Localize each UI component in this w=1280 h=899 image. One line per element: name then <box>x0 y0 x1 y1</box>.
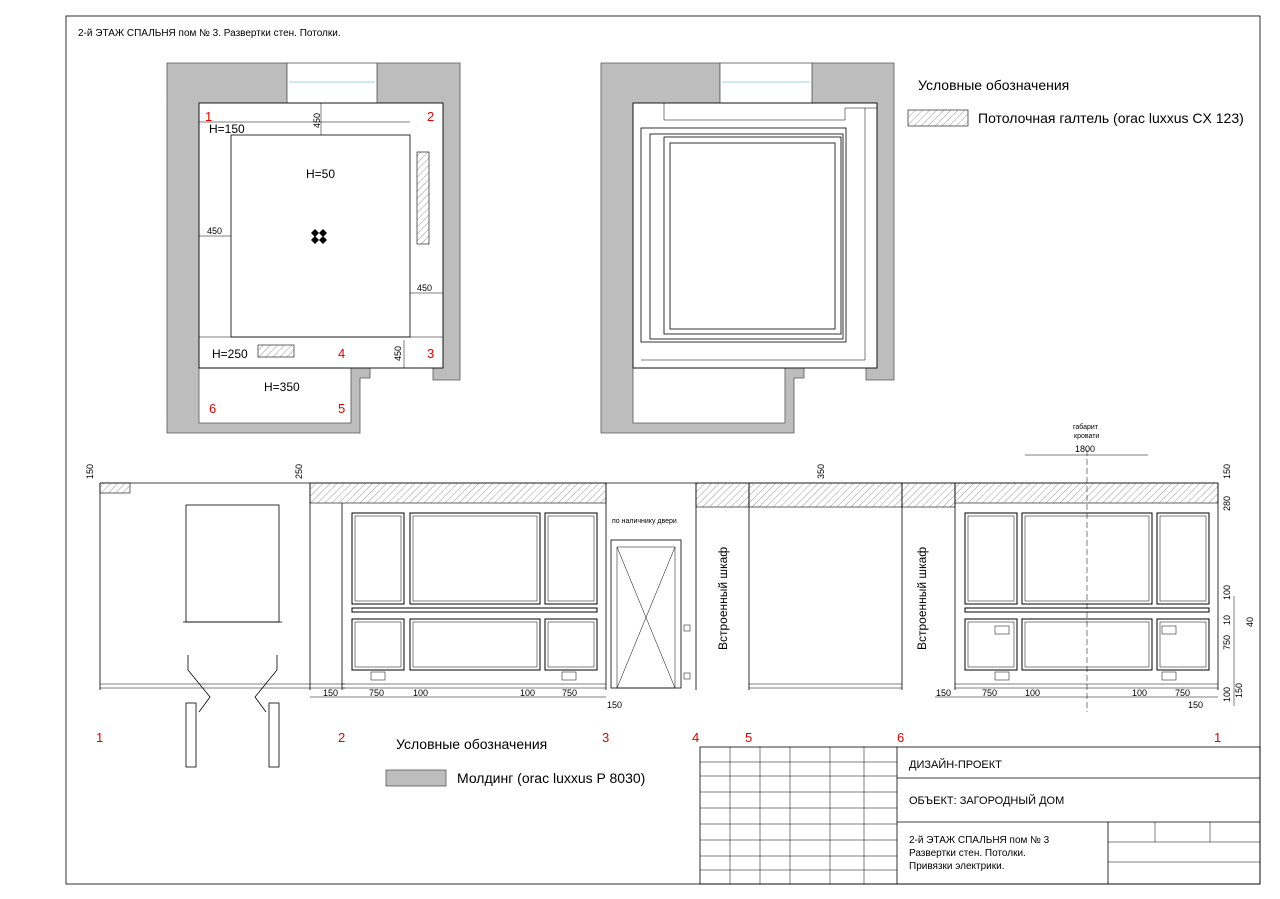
dim-bl-4: 100 <box>520 688 536 698</box>
wall-2-moldings <box>352 513 597 680</box>
dim-bl-3: 100 <box>413 688 429 698</box>
wall-number-6: 6 <box>897 730 905 745</box>
legend-bottom-title: Условные обозначения <box>396 736 548 752</box>
cabinet-label-2: Встроенный шкаф <box>915 546 929 650</box>
height-label-350: H=350 <box>264 380 300 394</box>
wall-number-5: 5 <box>745 730 753 745</box>
dim-top-5: 280 <box>1222 495 1232 511</box>
height-label-50: H=50 <box>306 167 336 181</box>
cabinet-label-1: Встроенный шкаф <box>716 546 730 650</box>
dim-bl-1: 150 <box>323 688 339 698</box>
dim-side-1: 100 <box>1222 584 1232 600</box>
dim-bl-2: 750 <box>369 688 385 698</box>
dim-side-6: 150 <box>1234 682 1244 698</box>
chandelier-icon <box>311 229 327 244</box>
height-label-150: H=150 <box>209 122 245 136</box>
dim-top-1: 150 <box>85 463 95 479</box>
ceiling-plan-1 <box>167 63 460 433</box>
stamp-desc-3: Привязки электрики. <box>909 861 1005 872</box>
bed-label-2: кровати <box>1074 433 1100 440</box>
dim-top-3: 350 <box>816 463 826 479</box>
dim-br-1: 150 <box>936 688 952 698</box>
plan-corner-5: 5 <box>338 401 346 416</box>
legend-top-title: Условные обозначения <box>918 77 1070 93</box>
wall-number-1: 1 <box>96 730 104 745</box>
dim-bl-6: 150 <box>607 700 623 710</box>
door-note: по наличнику двери <box>612 518 677 525</box>
sheet-title: 2-й ЭТАЖ СПАЛЬНЯ пом № 3. Развертки стен. Потолки. <box>78 28 341 39</box>
dim-side-4: 750 <box>1222 634 1232 650</box>
title-block <box>700 747 1260 884</box>
dim-br-6: 150 <box>1188 700 1204 710</box>
legend-cornice-label: Потолочная галтель (orac luxxus CX 123) <box>978 110 1244 126</box>
dim-side-5: 100 <box>1222 686 1232 702</box>
plan-corner-3: 3 <box>427 346 435 361</box>
wall-number-1b: 1 <box>1214 730 1222 745</box>
legend-molding-label: Молдинг (orac luxxus P 8030) <box>457 770 646 786</box>
wall-elevation <box>85 423 1255 767</box>
dim-bl-5: 750 <box>562 688 578 698</box>
dim-br-3: 100 <box>1025 688 1041 698</box>
legend-cornice-swatch <box>908 110 968 126</box>
dim-br-2: 750 <box>982 688 998 698</box>
plan-corner-6: 6 <box>209 401 217 416</box>
dim-br-4: 100 <box>1132 688 1148 698</box>
plan-corner-4: 4 <box>338 346 346 361</box>
plan-dim-bottom: 450 <box>393 345 403 361</box>
dim-side-3: 10 <box>1222 614 1232 625</box>
wall-number-4: 4 <box>692 730 700 745</box>
stamp-desc-2: Развертки стен. Потолки. <box>909 848 1026 859</box>
legend-top <box>908 77 1244 126</box>
plan-corner-2: 2 <box>427 109 435 124</box>
stamp-object: ОБЪЕКТ: ЗАГОРОДНЫЙ ДОМ <box>909 795 1065 807</box>
plan-dim-right: 450 <box>417 283 433 293</box>
plan-corner-1: 1 <box>205 109 213 124</box>
legend-molding-swatch <box>386 770 446 786</box>
door <box>611 540 681 688</box>
dim-side-2: 40 <box>1245 616 1255 627</box>
wall-number-2: 2 <box>338 730 346 745</box>
dim-br-5: 750 <box>1175 688 1191 698</box>
height-label-250: H=250 <box>212 347 248 361</box>
bed-label-1: габарит <box>1073 424 1099 431</box>
plan-dim-top: 450 <box>312 112 322 128</box>
plan-dim-left: 450 <box>207 226 223 236</box>
stamp-desc-1: 2-й ЭТАЖ СПАЛЬНЯ пом № 3 <box>909 835 1050 846</box>
stamp-design: ДИЗАЙН-ПРОЕКТ <box>909 759 1002 771</box>
wall-number-3: 3 <box>602 730 610 745</box>
dim-top-2: 250 <box>294 463 304 479</box>
ceiling-plan-2 <box>601 63 894 433</box>
dim-top-4: 150 <box>1222 463 1232 479</box>
bed-width: 1800 <box>1075 444 1096 454</box>
